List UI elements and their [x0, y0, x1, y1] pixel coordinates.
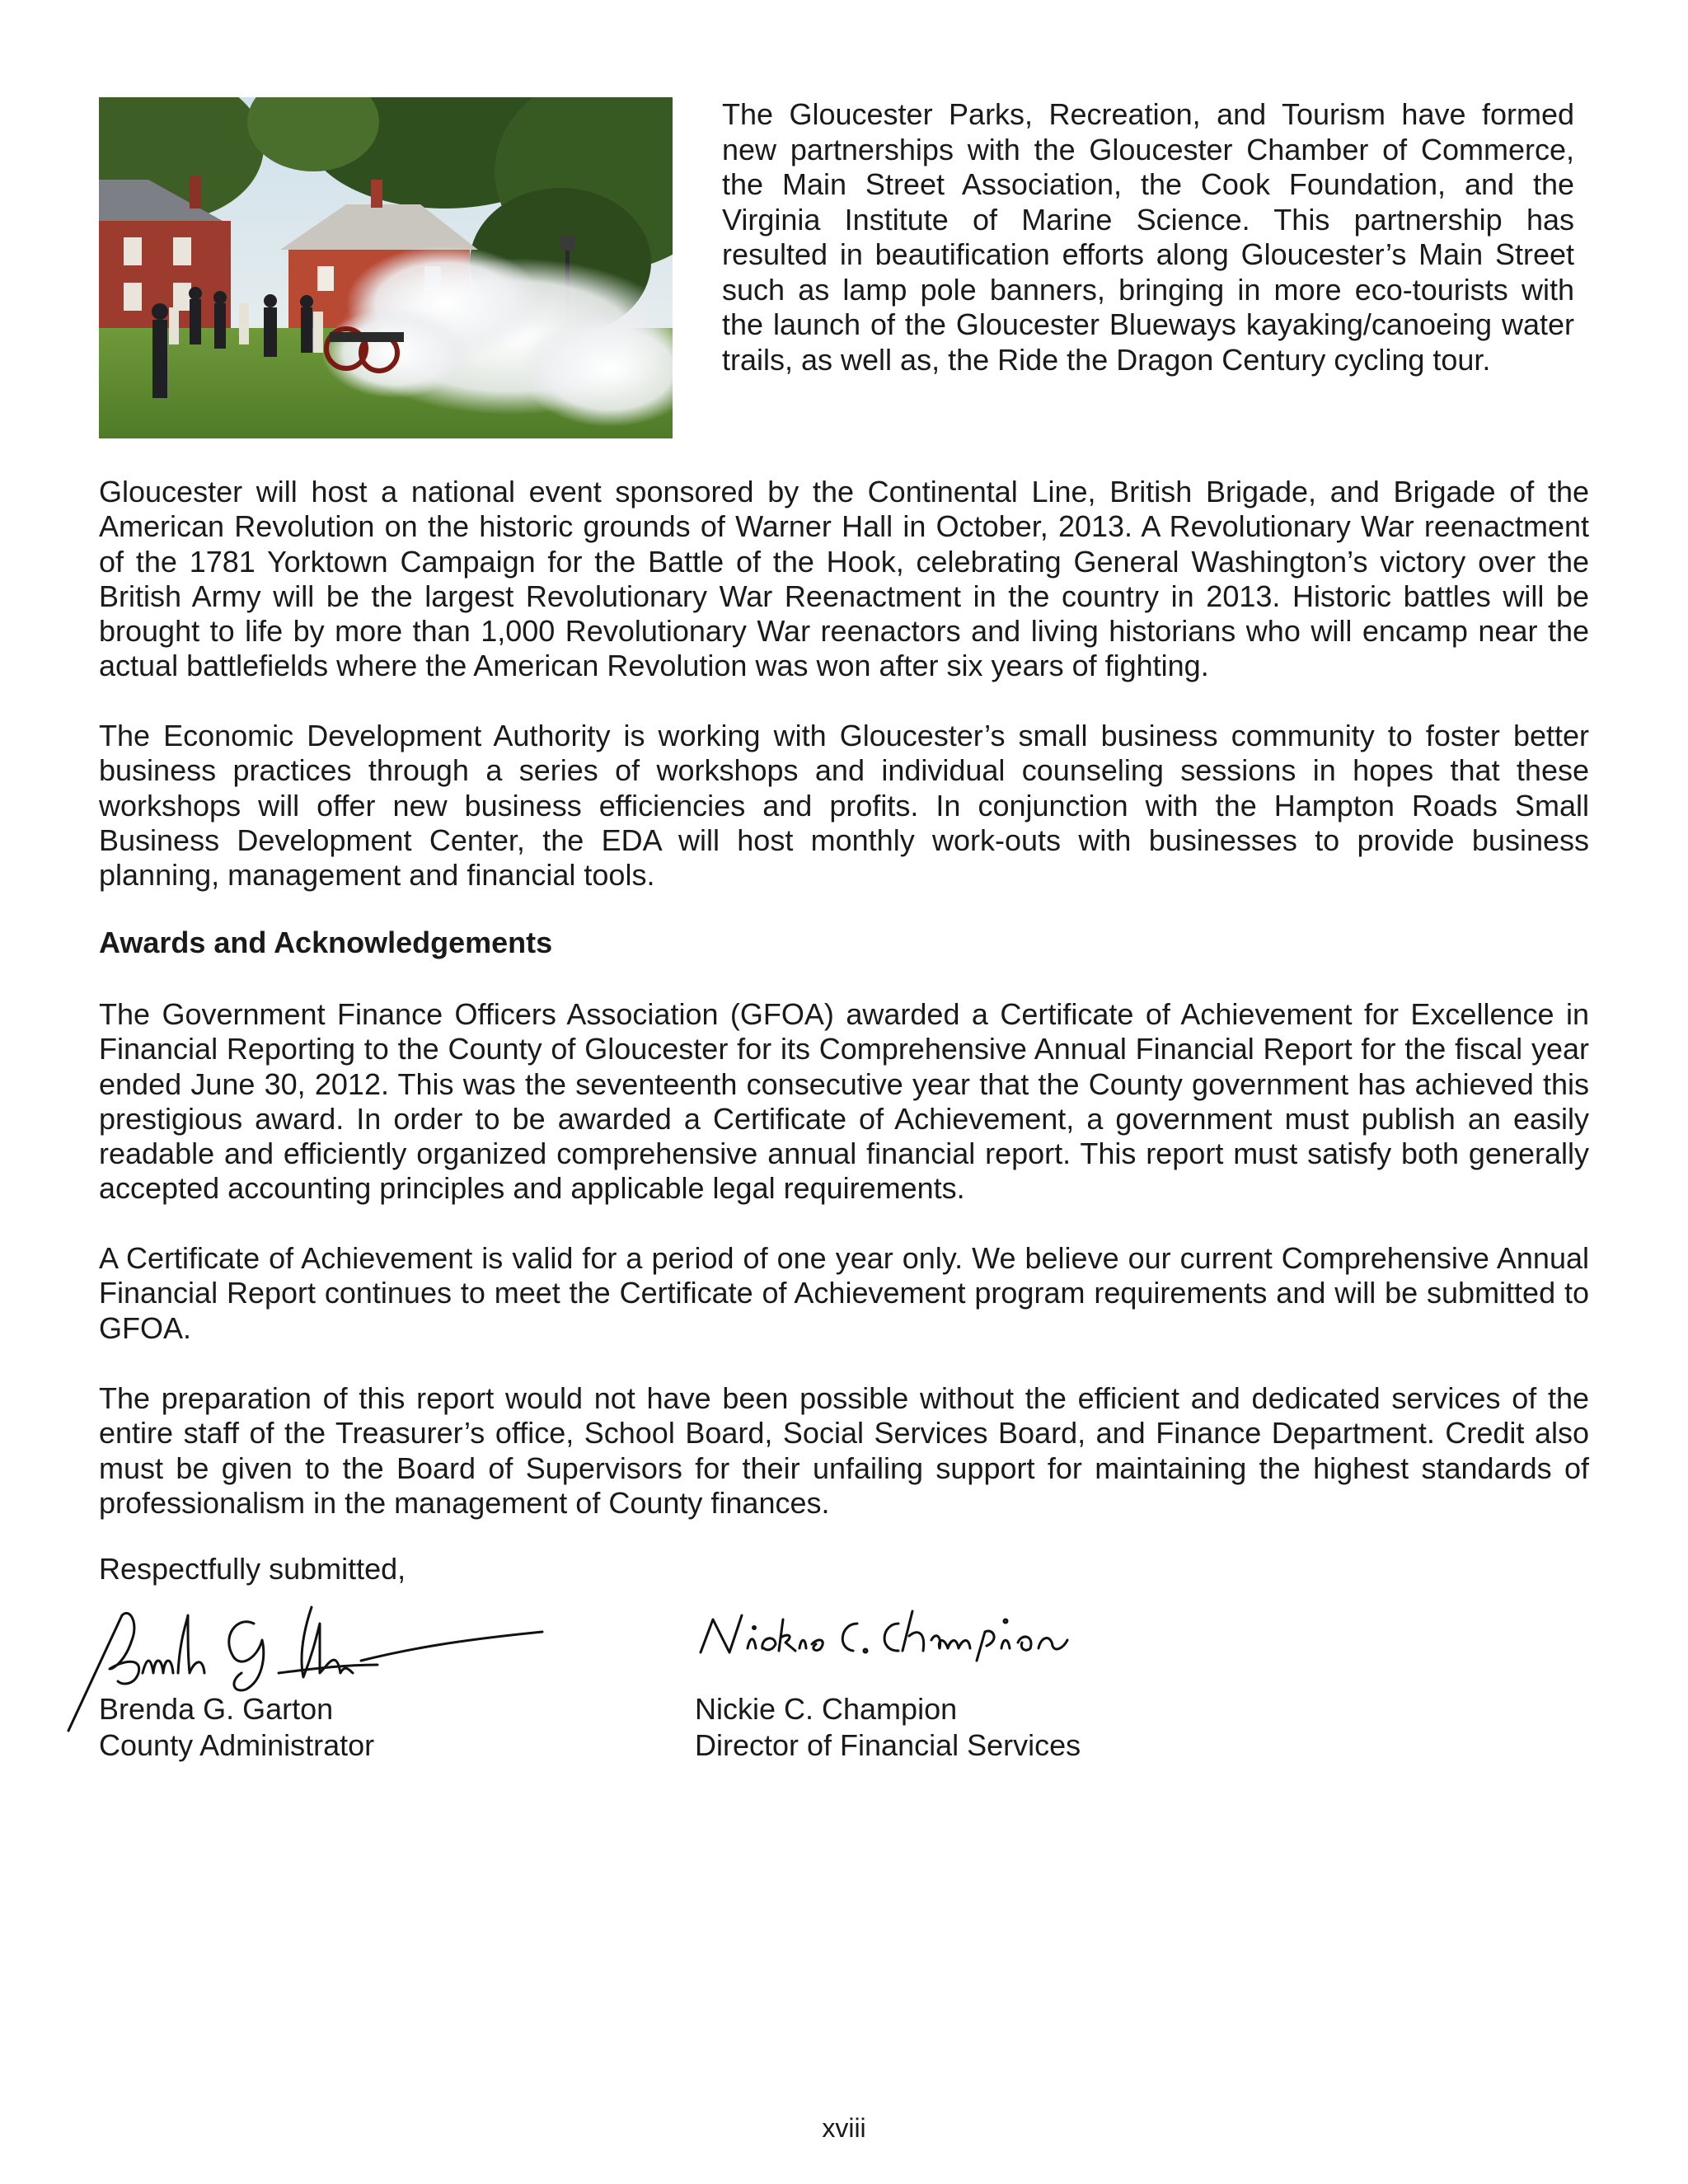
page-number: xviii	[822, 2113, 866, 2143]
awards-heading: Awards and Acknowledgements	[99, 926, 553, 959]
signer-name: Nickie C. Champion	[695, 1692, 958, 1726]
acknowledgement-paragraph: The preparation of this report would not have been possible without the efficient and dedicated services of the entire staff of the Treasurer’s office, School Board, Social Services Board, and Finance Department. Credit also must be given to the Board of Supervisors for their unfailing support for maintaining the highest standards of professionalism in the management of County finances.	[99, 1381, 1589, 1520]
certificate-paragraph: A Certificate of Achievement is valid for a period of one year only. We believe our current Comprehensive Annual Financial Report continues to meet the Certificate of Achievement program requirements and will be submitted to GFOA.	[99, 1241, 1589, 1345]
gfoa-paragraph: The Government Finance Officers Association (GFOA) awarded a Certificate of Achievement for Excellence in Financial Reporting to the County of Gloucester for its Comprehensive Annual Financial Report for the fiscal year ended June 30, 2012. This was the seventeenth consecutive year that the County government has achieved this prestigious award. In order to be awarded a Certificate of Achievement, a government must publish an easily readable and efficiently organized comprehensive annual financial report. This report must satisfy both generally accepted accounting principles and applicable legal requirements.	[99, 997, 1589, 1206]
champion-signature	[696, 1603, 1142, 1677]
closing-line: Respectfully submitted,	[99, 1552, 406, 1586]
intro-paragraph: The Gloucester Parks, Recreation, and Tourism have formed new partnerships with the Gloucester Chamber of Commerce, the Main Street Association, the Cook Foundation, and the Virginia Institute of Marine Science. This partnership has resulted in beautification efforts along Gloucester’s Main Street such as lamp pole banners, bringing in more eco-tourists with the launch of the Gloucester Blueways kayaking/canoeing water trails, as well as, the Ride the Dragon Century cycling tour.	[722, 97, 1574, 377]
eda-paragraph: The Economic Development Authority is working with Gloucester’s small business community to foster better business practices through a series of workshops and individual counseling sessions in hopes that these workshops will offer new business efficiencies and profits. In conjunction with the Hampton Roads Small Business Development Center, the EDA will host monthly work-outs with businesses to provide business planning, management and financial tools.	[99, 719, 1589, 893]
signer-champion	[695, 1691, 1081, 1764]
signer-title: Director of Financial Services	[695, 1728, 1081, 1762]
signer-garton	[99, 1691, 374, 1764]
signer-title: County Administrator	[99, 1728, 375, 1762]
reenactment-photo	[99, 97, 673, 438]
signer-name: Brenda G. Garton	[99, 1692, 334, 1726]
reenactment-paragraph: Gloucester will host a national event sponsored by the Continental Line, British Brigade, and Brigade of the American Revolution on the historic grounds of Warner Hall in October, 2013. A Revolutionary War reenactment of the 1781 Yorktown Campaign for the Battle of the Hook, celebrating General Washington’s victory over the British Army will be the largest Revolutionary War Reenactment in the country in 2013. Historic battles will be brought to life by more than 1,000 Revolutionary War reenactors and living historians who will encamp near the actual battlefields where the American Revolution was won after six years of fighting.	[99, 475, 1589, 683]
